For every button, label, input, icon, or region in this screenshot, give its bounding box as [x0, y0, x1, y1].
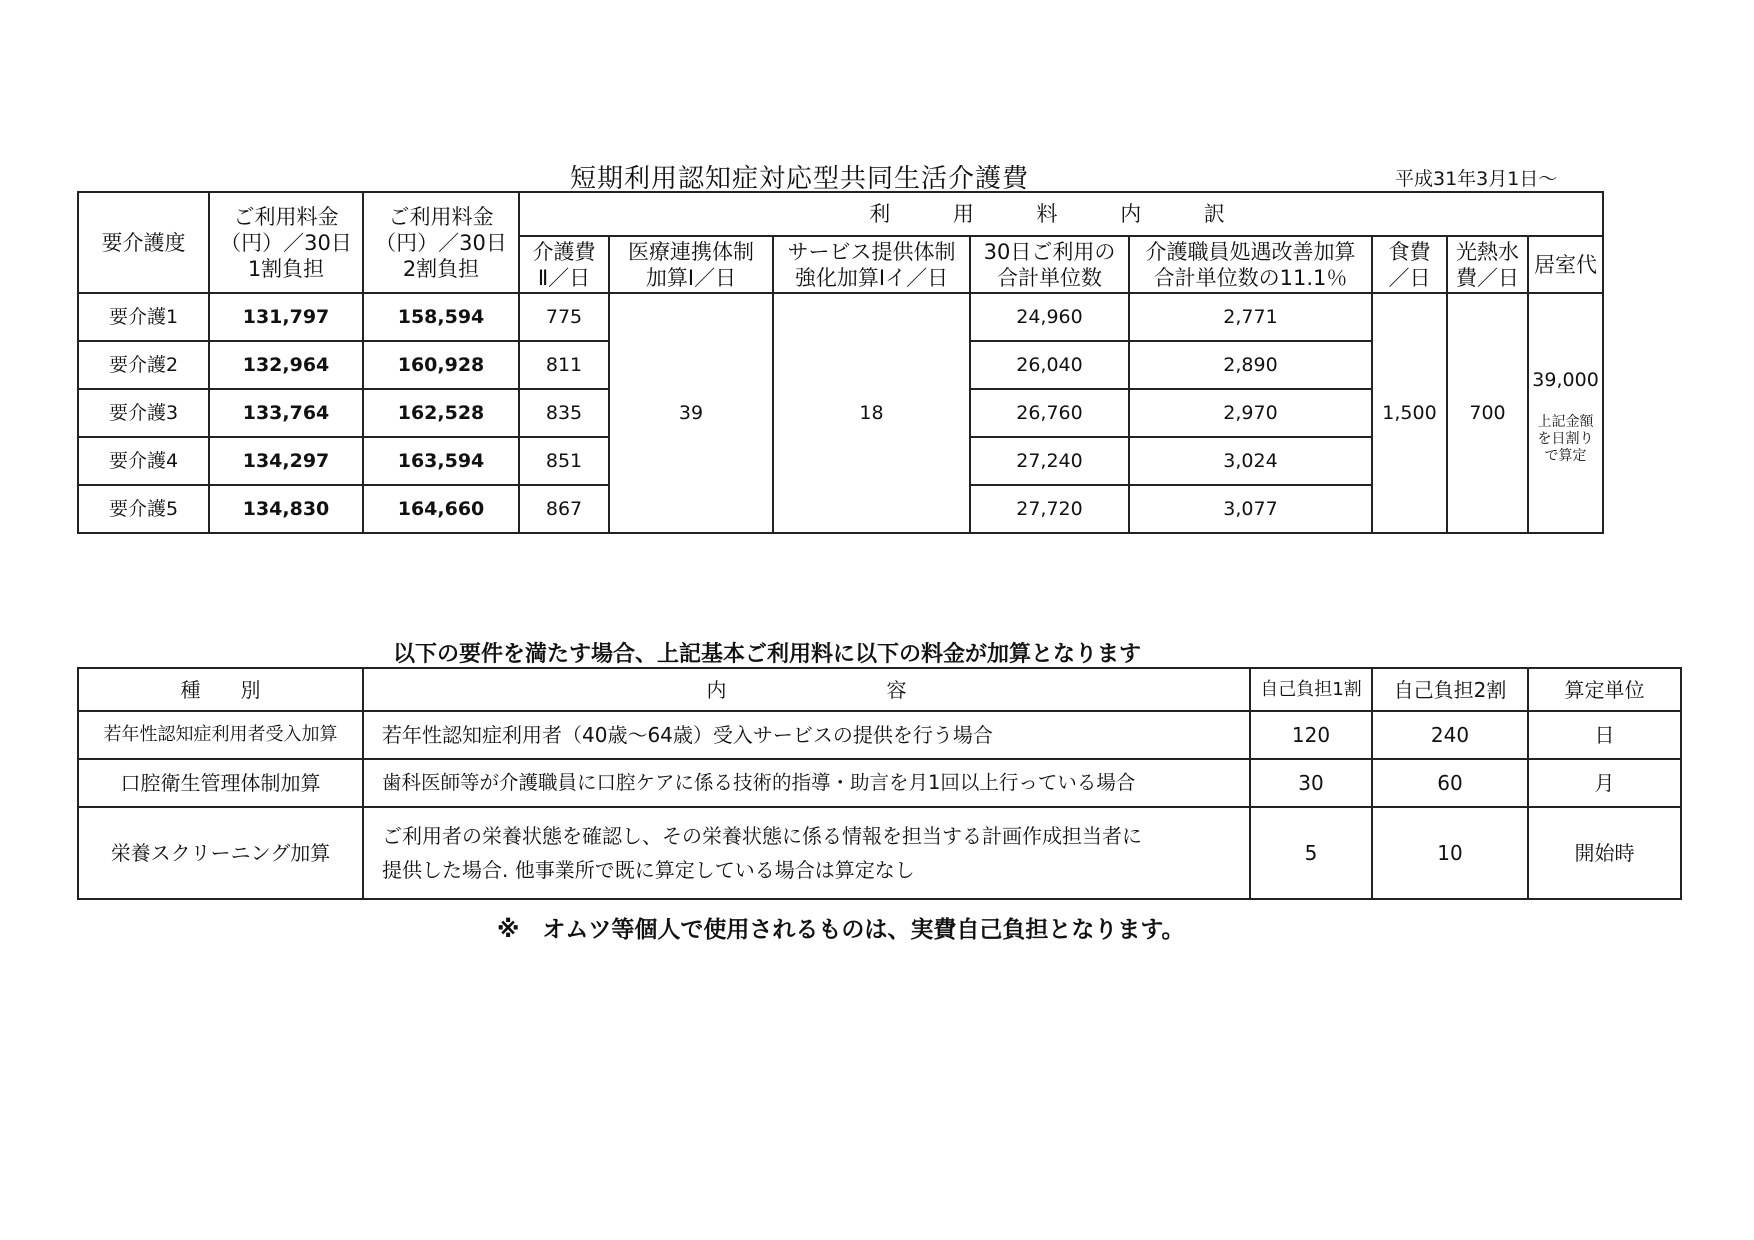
addon-unit-cell: 開始時 — [1528, 807, 1681, 899]
header-breakdown: 利 用 料 内 訳 — [519, 192, 1603, 236]
fee-table — [77, 191, 1604, 534]
addon-content-cell: 若年性認知症利用者（40歳～64歳）受入サービスの提供を行う場合 — [363, 711, 1250, 759]
room-value: 39,000 — [1532, 369, 1599, 391]
addon-self2-cell: 60 — [1372, 759, 1528, 807]
fee1-cell: 131,797 — [209, 293, 363, 341]
addon-table — [77, 667, 1682, 900]
addon-type-cell: 栄養スクリーニング加算 — [78, 807, 363, 899]
table-row — [78, 293, 1603, 341]
medical-value-cell: 39 — [609, 293, 773, 533]
header-service-line2: 強化加算Ⅰイ／日 — [794, 265, 949, 290]
header-fee2-line2: （円）／30日 — [375, 230, 507, 255]
improvement-cell: 2,771 — [1129, 293, 1372, 341]
header-content: 内 容 — [363, 668, 1250, 711]
header-self2: 自己負担2割 — [1372, 668, 1528, 711]
header-unit: 算定単位 — [1528, 668, 1681, 711]
care-level-cell: 要介護2 — [78, 341, 209, 389]
care-fee-cell: 811 — [519, 341, 609, 389]
room-note-line1: 上記金額 — [1537, 414, 1594, 430]
header-care-fee-line1: 介護費 — [532, 239, 596, 264]
care-fee-cell: 851 — [519, 437, 609, 485]
care-level-cell: 要介護3 — [78, 389, 209, 437]
room-note-line2: を日割り — [1537, 431, 1594, 447]
table-row — [78, 711, 1681, 759]
table-row — [78, 807, 1681, 899]
header-meal-line1: 食費 — [1388, 239, 1431, 264]
care-level-cell: 要介護1 — [78, 293, 209, 341]
page-title: 短期利用認知症対応型共同生活介護費 — [570, 164, 1030, 194]
header-improvement-line2: 合計単位数の11.1％ — [1153, 265, 1348, 290]
addon-unit-cell: 日 — [1528, 711, 1681, 759]
fee2-cell: 162,528 — [363, 389, 519, 437]
header-units30 — [970, 236, 1129, 293]
fee1-cell: 132,964 — [209, 341, 363, 389]
addon-self1-cell: 5 — [1250, 807, 1372, 899]
addon-content-cell: 歯科医師等が介護職員に口腔ケアに係る技術的指導・助言を月1回以上行っている場合 — [363, 759, 1250, 807]
fee1-cell: 134,830 — [209, 485, 363, 533]
units30-cell: 27,240 — [970, 437, 1129, 485]
care-fee-cell: 835 — [519, 389, 609, 437]
header-meal — [1372, 236, 1447, 293]
care-fee-cell: 867 — [519, 485, 609, 533]
addon-content-line2: 提供した場合. 他事業所で既に算定している場合は算定なし — [382, 858, 915, 882]
header-fee2-line3: 2割負担 — [402, 256, 480, 281]
header-care-fee — [519, 236, 609, 293]
header-room: 居室代 — [1528, 236, 1603, 293]
improvement-cell: 2,970 — [1129, 389, 1372, 437]
fee1-cell: 134,297 — [209, 437, 363, 485]
header-care-level: 要介護度 — [78, 192, 209, 293]
units30-cell: 26,760 — [970, 389, 1129, 437]
addon-type-cell: 若年性認知症利用者受入加算 — [78, 711, 363, 759]
units30-cell: 24,960 — [970, 293, 1129, 341]
fee2-cell: 158,594 — [363, 293, 519, 341]
header-meal-line2: ／日 — [1388, 265, 1431, 290]
header-units30-line2: 合計単位数 — [997, 265, 1102, 290]
header-type: 種 別 — [78, 668, 363, 711]
effective-date: 平成31年3月1日～ — [1395, 168, 1558, 190]
addon-self1-cell: 120 — [1250, 711, 1372, 759]
fee2-cell: 164,660 — [363, 485, 519, 533]
header-fee1-line1: ご利用料金 — [233, 204, 339, 229]
header-fee-2割 — [363, 192, 519, 293]
header-self1: 自己負担1割 — [1250, 668, 1372, 711]
header-units30-line1: 30日ご利用の — [983, 239, 1116, 264]
header-medical-line1: 医療連携体制 — [628, 239, 754, 264]
header-service-line1: サービス提供体制 — [787, 239, 956, 264]
care-fee-cell: 775 — [519, 293, 609, 341]
fee2-cell: 163,594 — [363, 437, 519, 485]
room-value-cell — [1528, 293, 1603, 533]
addon-content-cell — [363, 807, 1250, 899]
header-fee1-line3: 1割負担 — [247, 256, 325, 281]
header-utility-line1: 光熱水 — [1456, 239, 1519, 264]
care-level-cell: 要介護4 — [78, 437, 209, 485]
header-service — [773, 236, 970, 293]
header-improvement-line1: 介護職員処遇改善加算 — [1145, 239, 1356, 264]
header-fee-1割 — [209, 192, 363, 293]
service-value-cell: 18 — [773, 293, 970, 533]
improvement-cell: 3,024 — [1129, 437, 1372, 485]
table-row — [78, 759, 1681, 807]
addon-self1-cell: 30 — [1250, 759, 1372, 807]
improvement-cell: 2,890 — [1129, 341, 1372, 389]
header-fee2-line1: ご利用料金 — [388, 204, 494, 229]
header-improvement — [1129, 236, 1372, 293]
units30-cell: 27,720 — [970, 485, 1129, 533]
header-care-fee-line2: Ⅱ／日 — [537, 265, 591, 290]
units30-cell: 26,040 — [970, 341, 1129, 389]
header-medical-line2: 加算Ⅰ／日 — [645, 265, 737, 290]
addon-content-line1: ご利用者の栄養状態を確認し、その栄養状態に係る情報を担当する計画作成担当者に — [382, 824, 1142, 848]
fee2-cell: 160,928 — [363, 341, 519, 389]
addon-self2-cell: 10 — [1372, 807, 1528, 899]
footnote: ※ オムツ等個人で使用されるものは、実費自己負担となります。 — [497, 917, 1185, 943]
header-fee1-line2: （円）／30日 — [220, 230, 352, 255]
meal-value-cell: 1,500 — [1372, 293, 1447, 533]
addon-type-cell: 口腔衛生管理体制加算 — [78, 759, 363, 807]
fee1-cell: 133,764 — [209, 389, 363, 437]
header-utility — [1447, 236, 1528, 293]
care-level-cell: 要介護5 — [78, 485, 209, 533]
header-medical — [609, 236, 773, 293]
addon-self2-cell: 240 — [1372, 711, 1528, 759]
addon-subtitle: 以下の要件を満たす場合、上記基本ご利用料に以下の料金が加算となります — [393, 642, 1142, 667]
addon-unit-cell: 月 — [1528, 759, 1681, 807]
room-note-line3: で算定 — [1544, 448, 1587, 464]
utility-value-cell: 700 — [1447, 293, 1528, 533]
header-utility-line2: 費／日 — [1456, 265, 1519, 290]
improvement-cell: 3,077 — [1129, 485, 1372, 533]
